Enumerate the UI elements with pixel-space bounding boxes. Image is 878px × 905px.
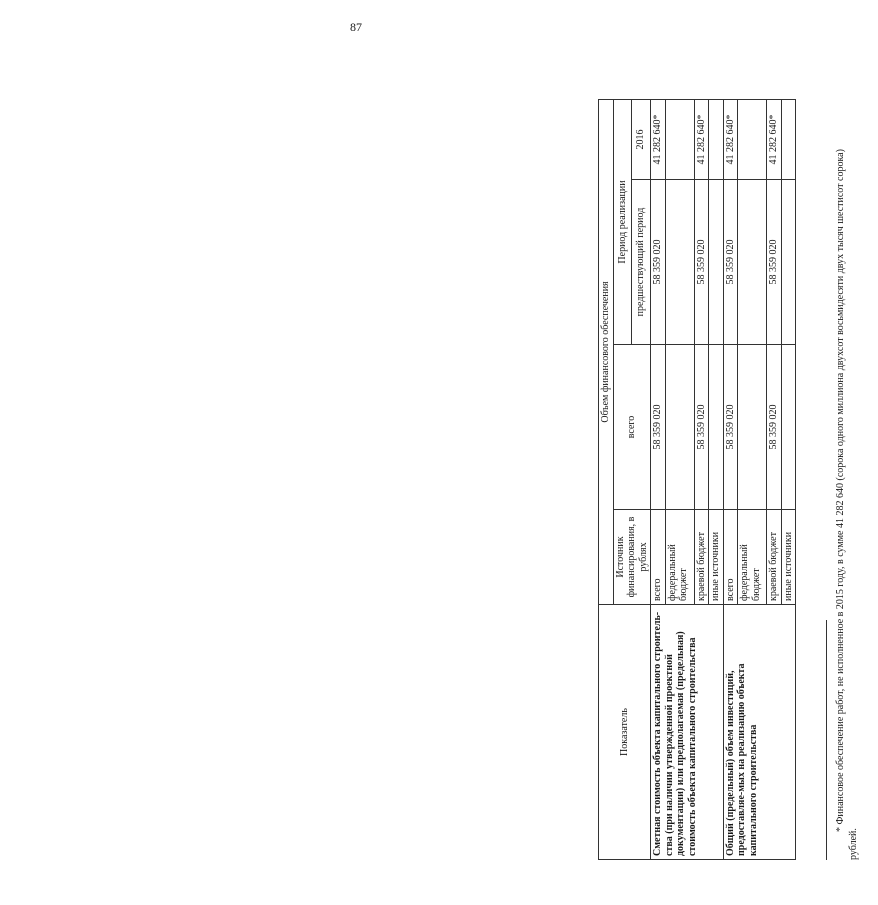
previous-period-cell [665,180,694,345]
source-cell: федеральный бюджет [665,510,694,605]
header-indicator: Показатель [599,605,651,860]
source-cell: всего [723,510,738,605]
total-cell: 58 359 020 [651,345,666,510]
header-total: всего [613,345,651,510]
year-cell: 41 282 640* [767,100,782,180]
footnote-divider [826,620,827,860]
year-cell: 41 282 640* [723,100,738,180]
year-cell: 41 282 640* [694,100,709,180]
header-previous-period: предшествующий период [632,180,651,345]
header-year: 2016 [632,100,651,180]
total-cell [709,345,724,510]
total-cell [781,345,796,510]
footnote: * Финансовое обеспечение работ, не исполненное в 2015 году, в сумме 41 282 640 (сорока одного миллиона двухсот восьмидесяти двух тысяч шестисот сорока) рублей. [835,149,859,860]
source-cell: федеральный бюджет [738,510,767,605]
rotated-content [598,100,878,870]
table-row [723,100,738,860]
total-cell [738,345,767,510]
financing-table [598,99,796,860]
previous-period-cell: 58 359 020 [723,180,738,345]
year-cell [709,100,724,180]
indicator-cell: Сметная стоимость объекта капитального строитель-ства (при наличии утвержденной проектной документации) или предполагаемая (предельная) стоимость объекта капитального строительства [651,605,724,860]
previous-period-cell [709,180,724,345]
source-cell: краевой бюджет [767,510,782,605]
indicator-cell: Общий (предельный) объем инвестиций, предоставляе-мых на реализацию объекта капитального строительства [723,605,796,860]
year-cell: 41 282 640* [651,100,666,180]
header-source: Источник финансирования, в рублях [613,510,651,605]
total-cell [665,345,694,510]
source-cell: иные источники [781,510,796,605]
total-cell: 58 359 020 [723,345,738,510]
page-number: 87 [350,20,362,34]
previous-period-cell [738,180,767,345]
source-cell: краевой бюджет [694,510,709,605]
header-implementation-period: Период реализации [613,100,632,345]
year-cell [665,100,694,180]
year-cell [781,100,796,180]
previous-period-cell: 58 359 020 [694,180,709,345]
year-cell [738,100,767,180]
total-cell: 58 359 020 [694,345,709,510]
previous-period-cell [781,180,796,345]
total-cell: 58 359 020 [767,345,782,510]
previous-period-cell: 58 359 020 [651,180,666,345]
table-row [651,100,666,860]
source-cell: всего [651,510,666,605]
header-funding-volume: Объем финансового обеспечения [599,100,614,605]
previous-period-cell: 58 359 020 [767,180,782,345]
source-cell: иные источники [709,510,724,605]
